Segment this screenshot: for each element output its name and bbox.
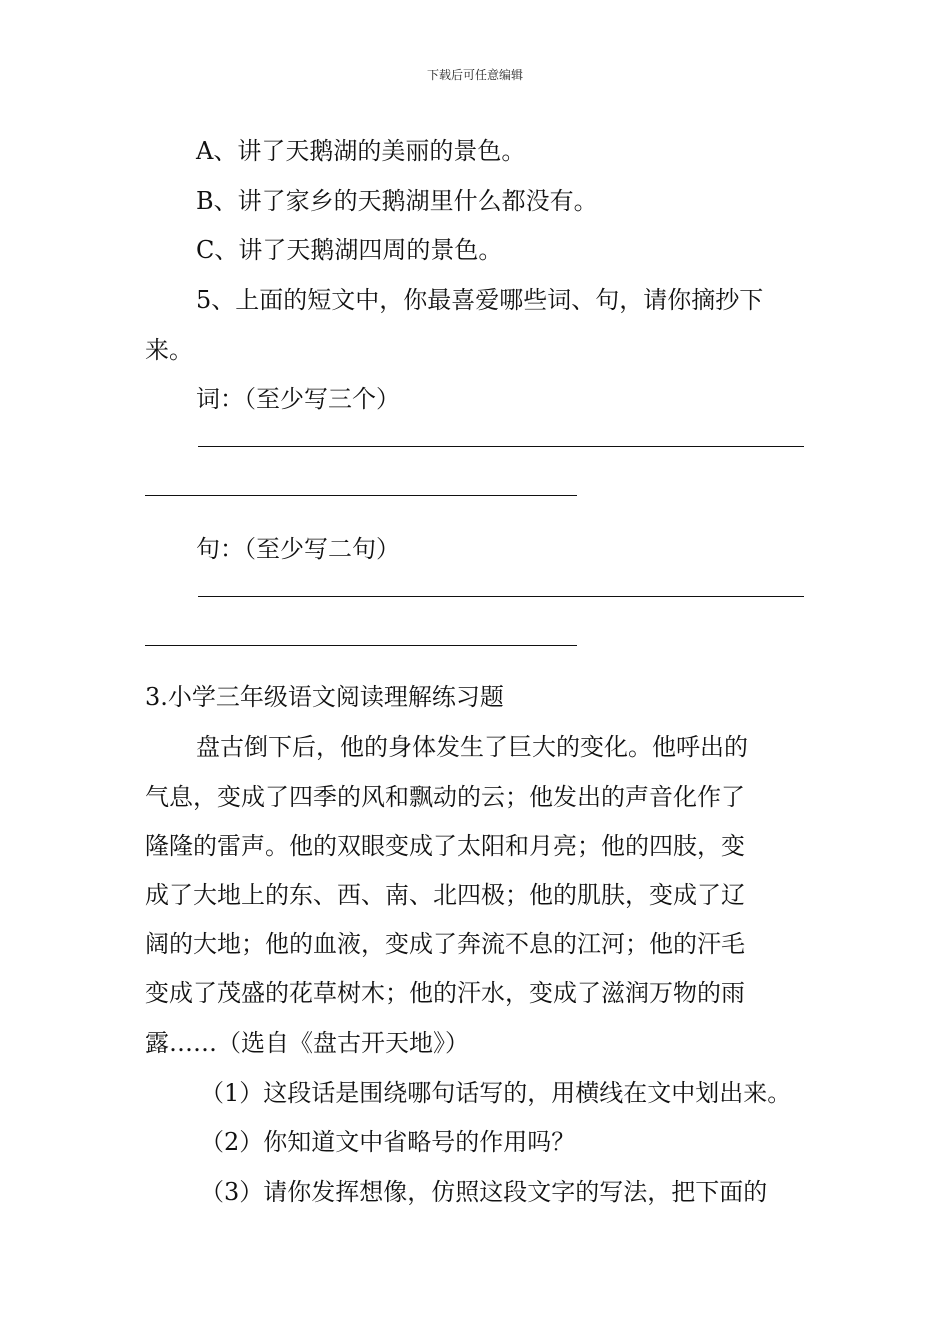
option-a: A、讲了天鹅湖的美丽的景色。 [196,137,526,165]
sentences-prompt: 句：（至少写二句） [196,535,400,563]
answer-line-sentences-2[interactable] [145,645,577,646]
words-prompt: 词：（至少写三个） [196,385,400,413]
passage-line: 隆隆的雷声。他的双眼变成了太阳和月亮；他的四肢，变 [145,832,745,860]
passage-line: 气息，变成了四季的风和飘动的云；他发出的声音化作了 [145,783,745,811]
question-5-line-2: 来。 [145,336,193,364]
question-2: （2）你知道文中省略号的作用吗？ [200,1128,576,1156]
option-c: C、讲了天鹅湖四周的景色。 [196,236,503,264]
answer-line-words-1[interactable] [198,446,804,447]
answer-line-sentences-1[interactable] [198,596,804,597]
question-1: （1）这段话是围绕哪句话写的，用横线在文中划出来。 [200,1079,792,1107]
option-b: B、讲了家乡的天鹅湖里什么都没有。 [196,187,598,215]
passage-line: 变成了茂盛的花草树木；他的汗水，变成了滋润万物的雨 [145,979,745,1007]
page-header-note: 下载后可任意编辑 [426,68,523,82]
question-3: （3）请你发挥想像，仿照这段文字的写法，把下面的 [200,1178,768,1206]
passage-line: 盘古倒下后，他的身体发生了巨大的变化。他呼出的 [196,733,748,761]
passage-line: 露……（选自《盘古开天地》） [145,1029,469,1057]
passage-line: 阔的大地；他的血液，变成了奔流不息的江河；他的汗毛 [145,930,745,958]
answer-line-words-2[interactable] [145,495,577,496]
passage-line: 成了大地上的东、西、南、北四极；他的肌肤，变成了辽 [145,881,745,909]
question-5-line-1: 5、上面的短文中，你最喜爱哪些词、句，请你摘抄下 [196,286,764,314]
section-3-title: 3.小学三年级语文阅读理解练习题 [145,683,504,711]
